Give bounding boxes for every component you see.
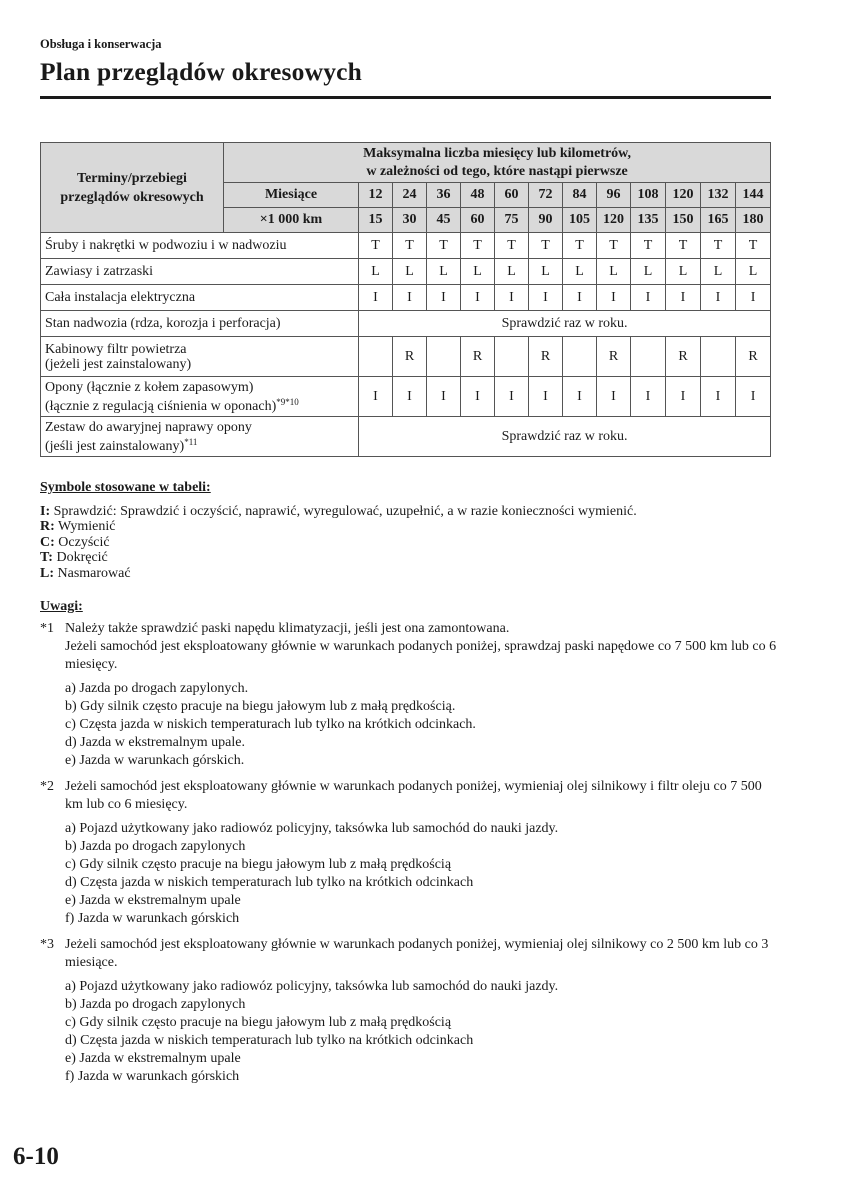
km-value: 150 (666, 208, 701, 233)
table-cell: R (393, 337, 427, 377)
km-value: 15 (359, 208, 393, 233)
row-label-line2-text: (łącznie z regulacją ciśnienia w oponach) (45, 398, 277, 414)
months-value: 144 (736, 183, 771, 208)
condition-item: f) Jazda w warunkach górskich (65, 911, 240, 926)
symbol-key: L: (40, 565, 54, 581)
table-cell: L (597, 259, 631, 285)
symbol-text: Sprawdzić: Sprawdzić i oczyścić, naprawić, wyregulować, uzupełnić, a w razie konieczności wymienić. (50, 503, 637, 519)
km-value: 135 (631, 208, 666, 233)
note-number: *2 (40, 779, 54, 794)
table-cell (563, 337, 597, 377)
table-cell: L (701, 259, 736, 285)
maintenance-schedule-table (40, 142, 771, 457)
table-cell: L (666, 259, 701, 285)
condition-item: e) Jazda w ekstremalnym upale (65, 1051, 241, 1066)
table-cell: I (631, 285, 666, 311)
notes-heading: Uwagi: (40, 599, 83, 614)
table-row (41, 233, 771, 259)
condition-item: c) Częsta jazda w niskich temperaturach lub tylko na krótkich odcinkach. (65, 717, 476, 732)
condition-item: d) Jazda w ekstremalnym upale. (65, 735, 245, 750)
table-cell: I (427, 377, 461, 417)
condition-item: d) Częsta jazda w niskich temperaturach lub tylko na krótkich odcinkach (65, 1033, 474, 1048)
km-value: 45 (427, 208, 461, 233)
table-cell: I (563, 377, 597, 417)
note-item (40, 620, 780, 770)
table-cell: I (701, 285, 736, 311)
row-label-line2-text: (jeśli jest zainstalowany) (45, 438, 185, 454)
condition-item: c) Gdy silnik często pracuje na biegu jałowym lub z małą prędkością (65, 857, 452, 872)
row-label-line2 (45, 357, 355, 372)
km-value: 165 (701, 208, 736, 233)
months-value: 36 (427, 183, 461, 208)
condition-item: b) Gdy silnik często pracuje na biegu jałowym lub z małą prędkością. (65, 699, 456, 714)
months-value: 96 (597, 183, 631, 208)
condition-item: b) Jazda po drogach zapylonych (65, 997, 246, 1012)
km-label: ×1 000 km (224, 208, 359, 233)
table-row (41, 377, 771, 417)
note-item (40, 778, 780, 928)
table-cell: T (597, 233, 631, 259)
months-value: 72 (529, 183, 563, 208)
months-value: 132 (701, 183, 736, 208)
table-cell: T (701, 233, 736, 259)
km-value: 105 (563, 208, 597, 233)
table-header-row (41, 143, 771, 183)
table-cell: I (563, 285, 597, 311)
row-label (41, 377, 359, 417)
note-text-continued: Jeżeli samochód jest eksploatowany głównie w warunkach podanych poniżej, sprawdzaj paski napędowe co 7 500 km lub co 6 miesięcy. (65, 639, 777, 672)
table-cell: I (359, 377, 393, 417)
table-cell: I (701, 377, 736, 417)
footnote-ref: *11 (184, 436, 198, 447)
km-value: 180 (736, 208, 771, 233)
note-item (40, 936, 780, 1086)
table-cell: R (461, 337, 495, 377)
row-label-line1: Kabinowy filtr powietrza (45, 341, 187, 357)
header-max-interval (224, 143, 771, 183)
header-interval-label: Terminy/przebiegi przeglądów okresowych (41, 143, 224, 233)
table-cell: L (461, 259, 495, 285)
page-title: Plan przeglądów okresowych (40, 57, 363, 86)
section-label: Obsługa i konserwacja (40, 37, 162, 51)
table-cell: L (393, 259, 427, 285)
row-label-line1: Zestaw do awaryjnej naprawy opony (45, 419, 252, 435)
table-row (41, 311, 771, 337)
condition-item: c) Gdy silnik często pracuje na biegu jałowym lub z małą prędkością (65, 1015, 452, 1030)
table-cell: T (631, 233, 666, 259)
condition-item: f) Jazda w warunkach górskich (65, 1069, 240, 1084)
table-cell: T (393, 233, 427, 259)
km-value: 120 (597, 208, 631, 233)
note-number: *1 (40, 621, 54, 636)
table-cell: I (393, 285, 427, 311)
months-value: 84 (563, 183, 597, 208)
table-cell: R (529, 337, 563, 377)
table-row (41, 417, 771, 457)
table-row (41, 259, 771, 285)
table-cell: T (666, 233, 701, 259)
condition-item: a) Jazda po drogach zapylonych. (65, 681, 249, 696)
table-cell: I (393, 377, 427, 417)
table-cell: R (736, 337, 771, 377)
symbol-text: Dokręcić (52, 550, 108, 565)
months-value: 108 (631, 183, 666, 208)
table-cell: L (736, 259, 771, 285)
km-value: 30 (393, 208, 427, 233)
row-label-line2 (45, 395, 355, 414)
row-label-line1: Opony (łącznie z kołem zapasowym) (45, 379, 254, 395)
symbol-text: Wymienić (54, 519, 116, 534)
table-cell: T (427, 233, 461, 259)
months-value: 12 (359, 183, 393, 208)
note-text: Jeżeli samochód jest eksploatowany głównie w warunkach podanych poniżej, wymieniaj olej silnikowy co 2 500 km lub co 3 miesiące. (65, 937, 769, 970)
notes-list (40, 620, 780, 1086)
row-label: Stan nadwozia (rdza, korozja i perforacja) (41, 311, 359, 337)
table-cell (427, 337, 461, 377)
symbol-item (40, 504, 780, 520)
table-cell: L (563, 259, 597, 285)
km-value: 75 (495, 208, 529, 233)
table-cell: L (427, 259, 461, 285)
symbol-text: Oczyścić (54, 534, 110, 550)
symbol-key: I: (40, 503, 51, 519)
title-divider (40, 96, 771, 99)
table-cell (495, 337, 529, 377)
note-text: Jeżeli samochód jest eksploatowany głównie w warunkach podanych poniżej, wymieniaj olej silnikowy i filtr oleju co 7 500 km lub co 6 miesięcy. (65, 779, 762, 812)
table-cell: I (461, 377, 495, 417)
table-cell: T (736, 233, 771, 259)
table-cell: T (495, 233, 529, 259)
table-cell: I (495, 377, 529, 417)
row-span-note: Sprawdzić raz w roku. (359, 417, 771, 457)
condition-item: e) Jazda w ekstremalnym upale (65, 893, 241, 908)
table-cell: T (359, 233, 393, 259)
table-cell: I (736, 285, 771, 311)
table-cell (701, 337, 736, 377)
row-span-note: Sprawdzić raz w roku. (359, 311, 771, 337)
table-cell: I (597, 285, 631, 311)
table-cell (631, 337, 666, 377)
header-max-line2: w zależności od tego, które nastąpi pierwsze (366, 163, 628, 179)
table-cell: I (427, 285, 461, 311)
condition-item: a) Pojazd użytkowany jako radiowóz policyjny, taksówka lub samochód do nauki jazdy. (65, 979, 559, 994)
notes-section (40, 598, 780, 1094)
symbol-text: Nasmarować (54, 565, 131, 581)
condition-item: b) Jazda po drogach zapylonych (65, 839, 246, 854)
row-label-line2 (45, 435, 355, 454)
table-cell: T (563, 233, 597, 259)
condition-list (65, 680, 780, 770)
symbol-item (40, 535, 780, 551)
footnote-ref: *9*10 (276, 396, 299, 407)
symbol-item (40, 566, 780, 582)
table-cell: I (529, 285, 563, 311)
symbol-key: C: (40, 534, 55, 550)
months-value: 48 (461, 183, 495, 208)
symbol-item (40, 550, 780, 566)
months-value: 24 (393, 183, 427, 208)
note-text: Należy także sprawdzić paski napędu klimatyzacji, jeśli jest ona zamontowana. (65, 621, 510, 636)
table-cell (359, 337, 393, 377)
km-value: 60 (461, 208, 495, 233)
row-label: Zawiasy i zatrzaski (41, 259, 359, 285)
symbols-heading: Symbole stosowane w tabeli: (40, 480, 211, 495)
table-cell: L (631, 259, 666, 285)
symbol-key: R: (40, 519, 55, 534)
table-cell: L (495, 259, 529, 285)
table-cell: L (359, 259, 393, 285)
table-cell: I (666, 377, 701, 417)
km-value: 90 (529, 208, 563, 233)
table-cell: I (631, 377, 666, 417)
table-row (41, 285, 771, 311)
table-cell: I (359, 285, 393, 311)
condition-list (65, 978, 780, 1086)
table-cell: T (461, 233, 495, 259)
condition-list (65, 820, 780, 928)
symbol-item (40, 519, 780, 535)
symbols-legend (40, 480, 780, 581)
condition-item: a) Pojazd użytkowany jako radiowóz policyjny, taksówka lub samochód do nauki jazdy. (65, 821, 559, 836)
months-value: 120 (666, 183, 701, 208)
condition-item: d) Częsta jazda w niskich temperaturach lub tylko na krótkich odcinkach (65, 875, 474, 890)
months-label: Miesiące (224, 183, 359, 208)
row-label-line2-text: (jeżeli jest zainstalowany) (45, 356, 192, 372)
row-label (41, 417, 359, 457)
header-max-line1: Maksymalna liczba miesięcy lub kilometrów, (363, 145, 632, 161)
row-label: Śruby i nakrętki w podwoziu i w nadwoziu (41, 233, 359, 259)
table-cell: I (597, 377, 631, 417)
months-value: 60 (495, 183, 529, 208)
symbol-key: T: (40, 550, 53, 565)
table-cell: L (529, 259, 563, 285)
table-cell: R (666, 337, 701, 377)
table-cell: I (529, 377, 563, 417)
row-label (41, 337, 359, 377)
table-cell: I (666, 285, 701, 311)
table-cell: R (597, 337, 631, 377)
note-number: *3 (40, 937, 54, 952)
table-cell: I (736, 377, 771, 417)
condition-item: e) Jazda w warunkach górskich. (65, 753, 245, 768)
row-label: Cała instalacja elektryczna (41, 285, 359, 311)
table-row (41, 337, 771, 377)
table-cell: I (461, 285, 495, 311)
symbols-list (40, 504, 780, 582)
page-number: 6-10 (13, 1143, 59, 1170)
table-cell: T (529, 233, 563, 259)
table-cell: I (495, 285, 529, 311)
